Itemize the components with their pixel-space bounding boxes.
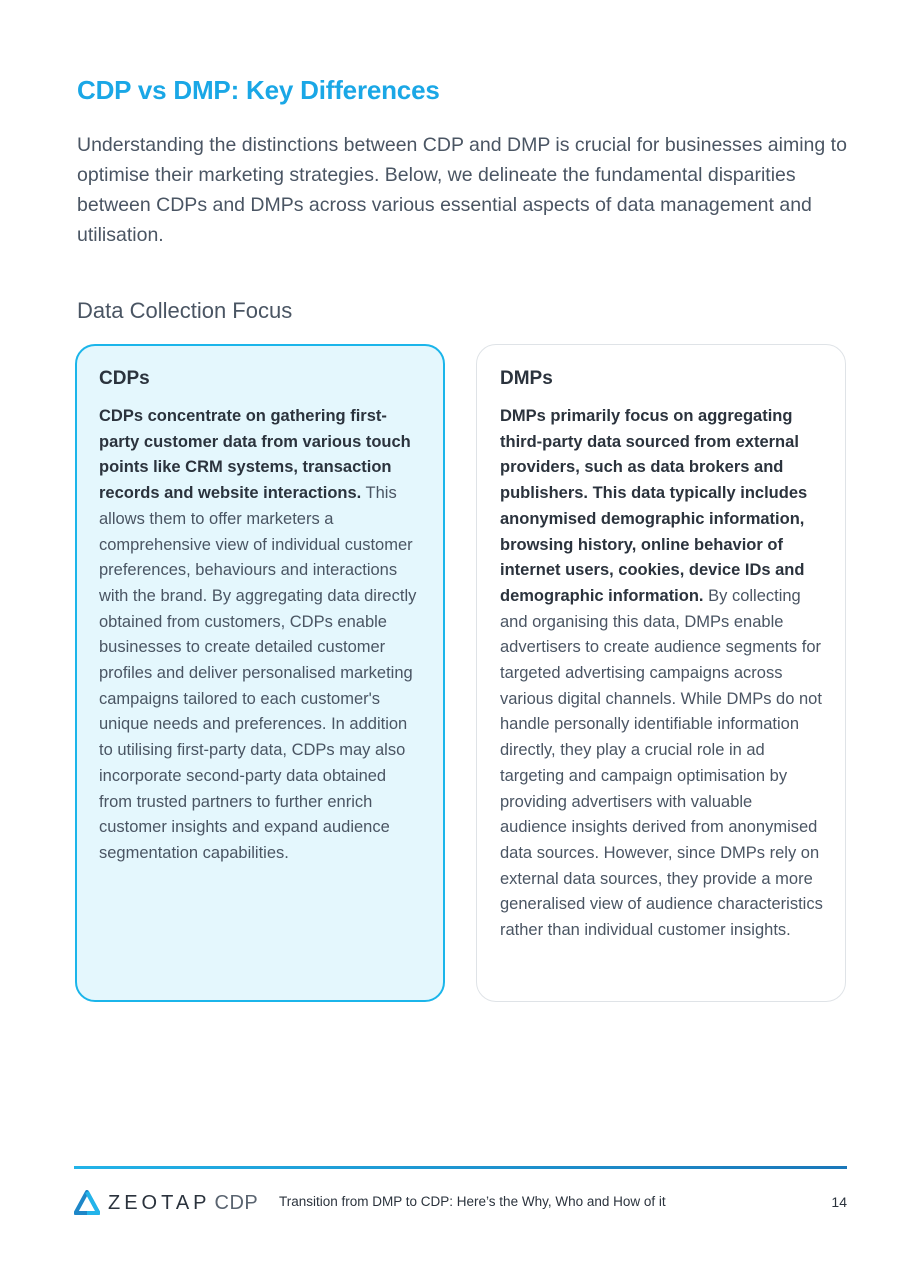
zeotap-triangle-icon <box>74 1190 100 1216</box>
footer-document-title: Transition from DMP to CDP: Here’s the Why, Who and How of it <box>279 1194 666 1209</box>
footer-divider <box>74 1166 847 1169</box>
cdp-card <box>75 344 445 1002</box>
dmp-card-text <box>500 404 823 944</box>
cdp-card-title: CDPs <box>99 368 150 389</box>
dmp-card-body: By collecting and organising this data, DMPs enable advertisers to create audience segments for targeted advertising campaigns across various digital channels. While DMPs do not handle personally identifiable information directly, they play a crucial role in ad targeting and campaign optimisation by providing advertisers with valuable audience insights derived from anonymised data sources. However, since DMPs rely on external data sources, they provide a more generalised view of audience characteristics rather than individual customer insights. <box>500 586 823 940</box>
dmp-card <box>476 344 846 1002</box>
cdp-card-lead: CDPs concentrate on gathering first-party customer data from various touch points like CRM systems, transaction records and website interactions. <box>99 407 411 503</box>
section-heading: Data Collection Focus <box>77 298 293 323</box>
brand-suffix: CDP <box>214 1191 259 1214</box>
brand-name: ZEOTAP <box>108 1191 211 1214</box>
page-title: CDP vs DMP: Key Differences <box>77 75 440 105</box>
cdp-card-text <box>99 404 421 867</box>
dmp-card-title: DMPs <box>500 368 553 389</box>
page-number: 14 <box>831 1194 847 1210</box>
cdp-card-body: This allows them to offer marketers a comprehensive view of individual customer preferences, behaviours and interactions with the brand. By aggregating data directly obtained from customers, CDPs enable businesses to create detailed customer profiles and deliver personalised marketing campaigns tailored to each customer's unique needs and preferences. In addition to utilising first-party data, CDPs may also incorporate second-party data obtained from trusted partners to further enrich customer insights and expand audience segmentation capabilities. <box>99 484 417 862</box>
intro-paragraph: Understanding the distinctions between CDP and DMP is crucial for businesses aiming to optimise their marketing strategies. Below, we delineate the fundamental disparities between CDPs and DMPs across various essential aspects of data management and utilisation. <box>77 134 847 246</box>
dmp-card-lead: DMPs primarily focus on aggregating third-party data sourced from external providers, such as data brokers and publishers. This data typically includes anonymised demographic information, browsing history, online behavior of internet users, cookies, device IDs and demographic information. <box>500 407 808 605</box>
brand-logo <box>74 1189 258 1217</box>
